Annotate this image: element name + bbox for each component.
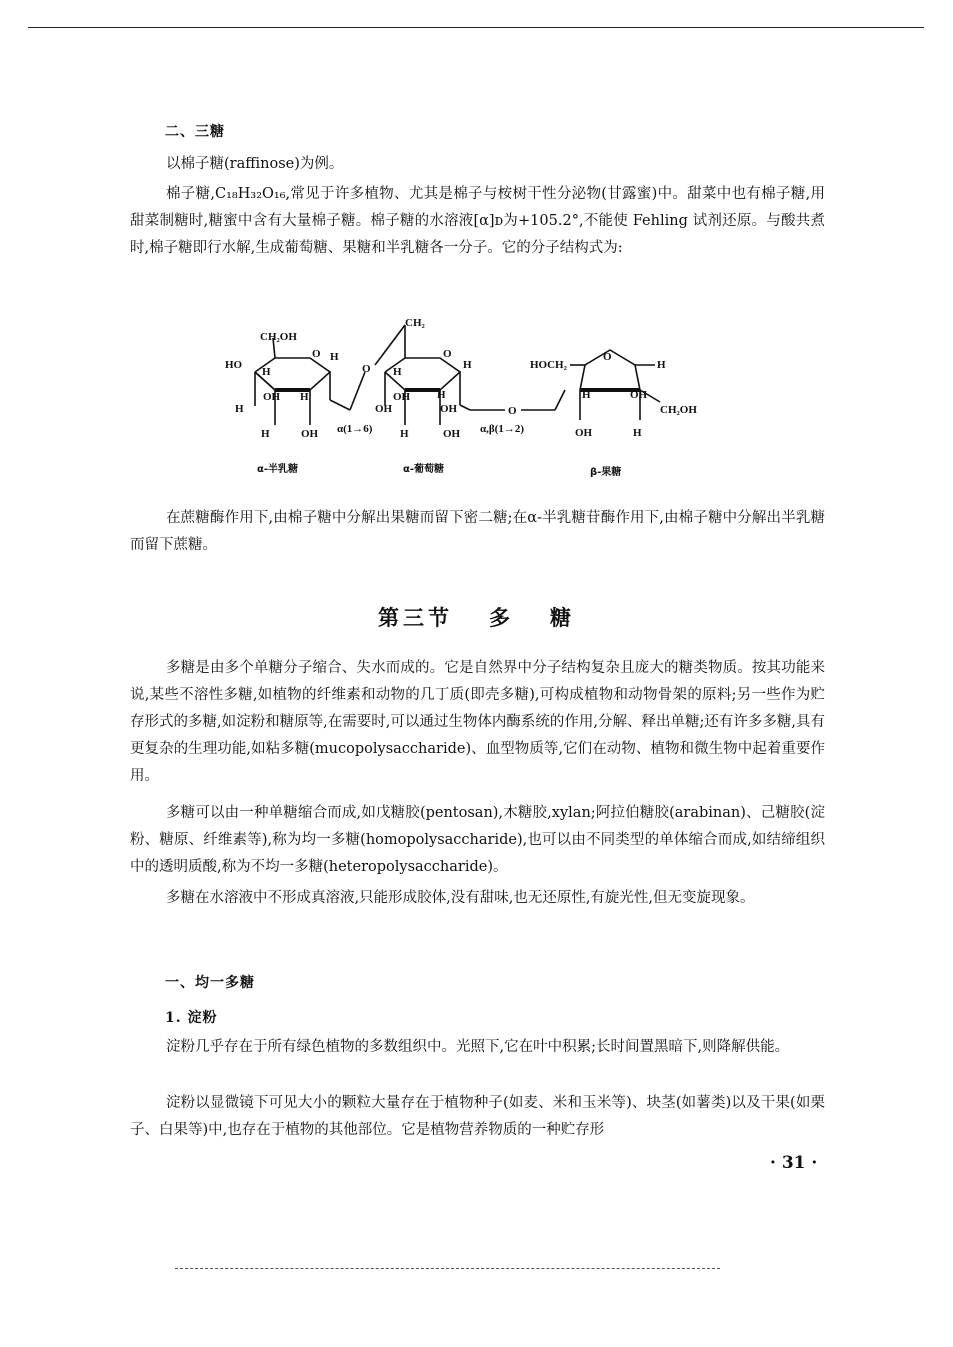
label-o-glc: O: [443, 348, 452, 360]
label-h-gal-1: H: [330, 351, 339, 363]
label-ch2: CH₂: [405, 317, 425, 329]
page-number: · 31 ·: [770, 1153, 818, 1173]
raffinose-paragraph: 棉子糖,C₁₈H₃₂O₁₆,常见于许多植物、尤其是棉子与桉树干性分泌物(甘露蜜)中。甜菜中也有棉子糖,用甜菜制糖时,糖蜜中含有大量棉子糖。棉子糖的水溶液[α]ᴅ为+105.2°,不能使 Fehling 试剂还原。与酸共煮时,棉子糖即行水解,生成葡萄糖、果糖和半乳糖各一分子。它的分子结构式为:: [130, 186, 825, 256]
label-o-gal: O: [312, 348, 321, 360]
section-title-part-b: 多: [489, 606, 514, 630]
label-h-fru-2: H: [582, 389, 591, 401]
label-o-fru: O: [603, 351, 612, 363]
label-oh-glc-2: OH: [375, 403, 393, 415]
label-h-fru-1: H: [657, 359, 666, 371]
caption-fructose: β-果糖: [590, 467, 622, 478]
label-oh-fru-1: OH: [630, 389, 648, 401]
polysaccharide-paragraph-1: 多糖是由多个单糖分子缩合、失水而成的。它是自然界中分子结构复杂且庞大的糖类物质。按其功能来说,某些不溶性多糖,如植物的纤维素和动物的几丁质(即壳多糖),可构成植物和动物骨架的原料;另一些作为贮存形式的多糖,如淀粉和糖原等,在需要时,可以通过生物体内酶系统的作用,分解、释出单糖;还有许多多糖,具有更复杂的生理功能,如粘多糖(mucopolysaccharide)、血型物质等,它们在动物、植物和微生物中起着重要作用。: [130, 660, 825, 784]
label-o-link1: O: [362, 363, 371, 375]
section-title-part-a: 第三节: [378, 606, 453, 630]
label-ch2oh: CH₂OH: [260, 331, 297, 343]
label-oh-fru-2: OH: [575, 427, 593, 439]
label-link-alphabeta12: α,β(1→2): [480, 423, 525, 435]
enzyme-paragraph: 在蔗糖酶作用下,由棉子糖中分解出果糖而留下密二糖;在α-半乳糖苷酶作用下,由棉子糖中分解出半乳糖而留下蔗糖。: [130, 510, 825, 553]
label-h-gal-4: H: [235, 403, 244, 415]
section-title-part-c: 糖: [550, 606, 575, 630]
label-oh-glc-4: OH: [443, 428, 461, 440]
label-h-glc-2: H: [393, 366, 402, 378]
starch-paragraph-1: 淀粉几乎存在于所有绿色植物的多数组织中。光照下,它在叶中积累;长时间置黑暗下,则降解供能。: [166, 1039, 790, 1055]
label-h-gal-3: H: [300, 391, 309, 403]
label-h-glc-4: H: [400, 428, 409, 440]
caption-galactose: α-半乳糖: [257, 464, 299, 475]
bottom-rule: [175, 1268, 720, 1269]
label-h-gal-5: H: [261, 428, 270, 440]
label-oh-gal-2: OH: [301, 428, 319, 440]
label-h-gal-2: H: [262, 366, 271, 378]
label-h-fru-3: H: [633, 427, 642, 439]
item-heading-starch: 1. 淀粉: [165, 1010, 218, 1026]
label-o-link2: O: [508, 405, 517, 417]
label-ho-gal: HO: [225, 359, 243, 371]
section-title-polysaccharide: [0, 602, 953, 632]
polysaccharide-paragraph-3: 多糖在水溶液中不形成真溶液,只能形成胶体,没有甜味,也无还原性,有旋光性,但无变旋现象。: [166, 890, 755, 906]
caption-glucose: α-葡萄糖: [403, 464, 445, 475]
raffinose-structure-diagram: [215, 310, 735, 485]
intro-paragraph: 以棉子糖(raffinose)为例。: [166, 156, 344, 172]
top-rule: [28, 27, 924, 28]
label-oh-glc-1: OH: [393, 391, 411, 403]
label-h-glc-1: H: [463, 359, 472, 371]
label-h-glc-3: H: [437, 389, 446, 401]
section-heading-trisaccharide: 二、三糖: [165, 124, 225, 140]
starch-paragraph-2: 淀粉以显微镜下可见大小的颗粒大量存在于植物种子(如麦、米和玉米等)、块茎(如薯类)以及干果(如栗子、白果等)中,也存在于植物的其他部位。它是植物营养物质的一种贮存形: [130, 1095, 825, 1138]
label-hoch2: HOCH₂: [530, 359, 567, 371]
label-oh-gal-1: OH: [263, 391, 281, 403]
polysaccharide-paragraph-2: 多糖可以由一种单糖缩合而成,如戊糖胶(pentosan),木糖胶,xylan;阿拉伯糖胶(arabinan)、己糖胶(淀粉、糖原、纤维素等),称为均一多糖(homopolysaccharide),也可以由不同类型的单体缩合而成,如结缔组织中的透明质酸,称为不均一多糖(heteropolysaccharide)。: [130, 805, 825, 875]
label-link-alpha16: α(1→6): [337, 423, 373, 435]
label-oh-glc-3: OH: [440, 403, 458, 415]
subheading-homopolysaccharide: 一、均一多糖: [165, 975, 255, 991]
label-ch2oh-fru: CH₂OH: [660, 404, 697, 416]
